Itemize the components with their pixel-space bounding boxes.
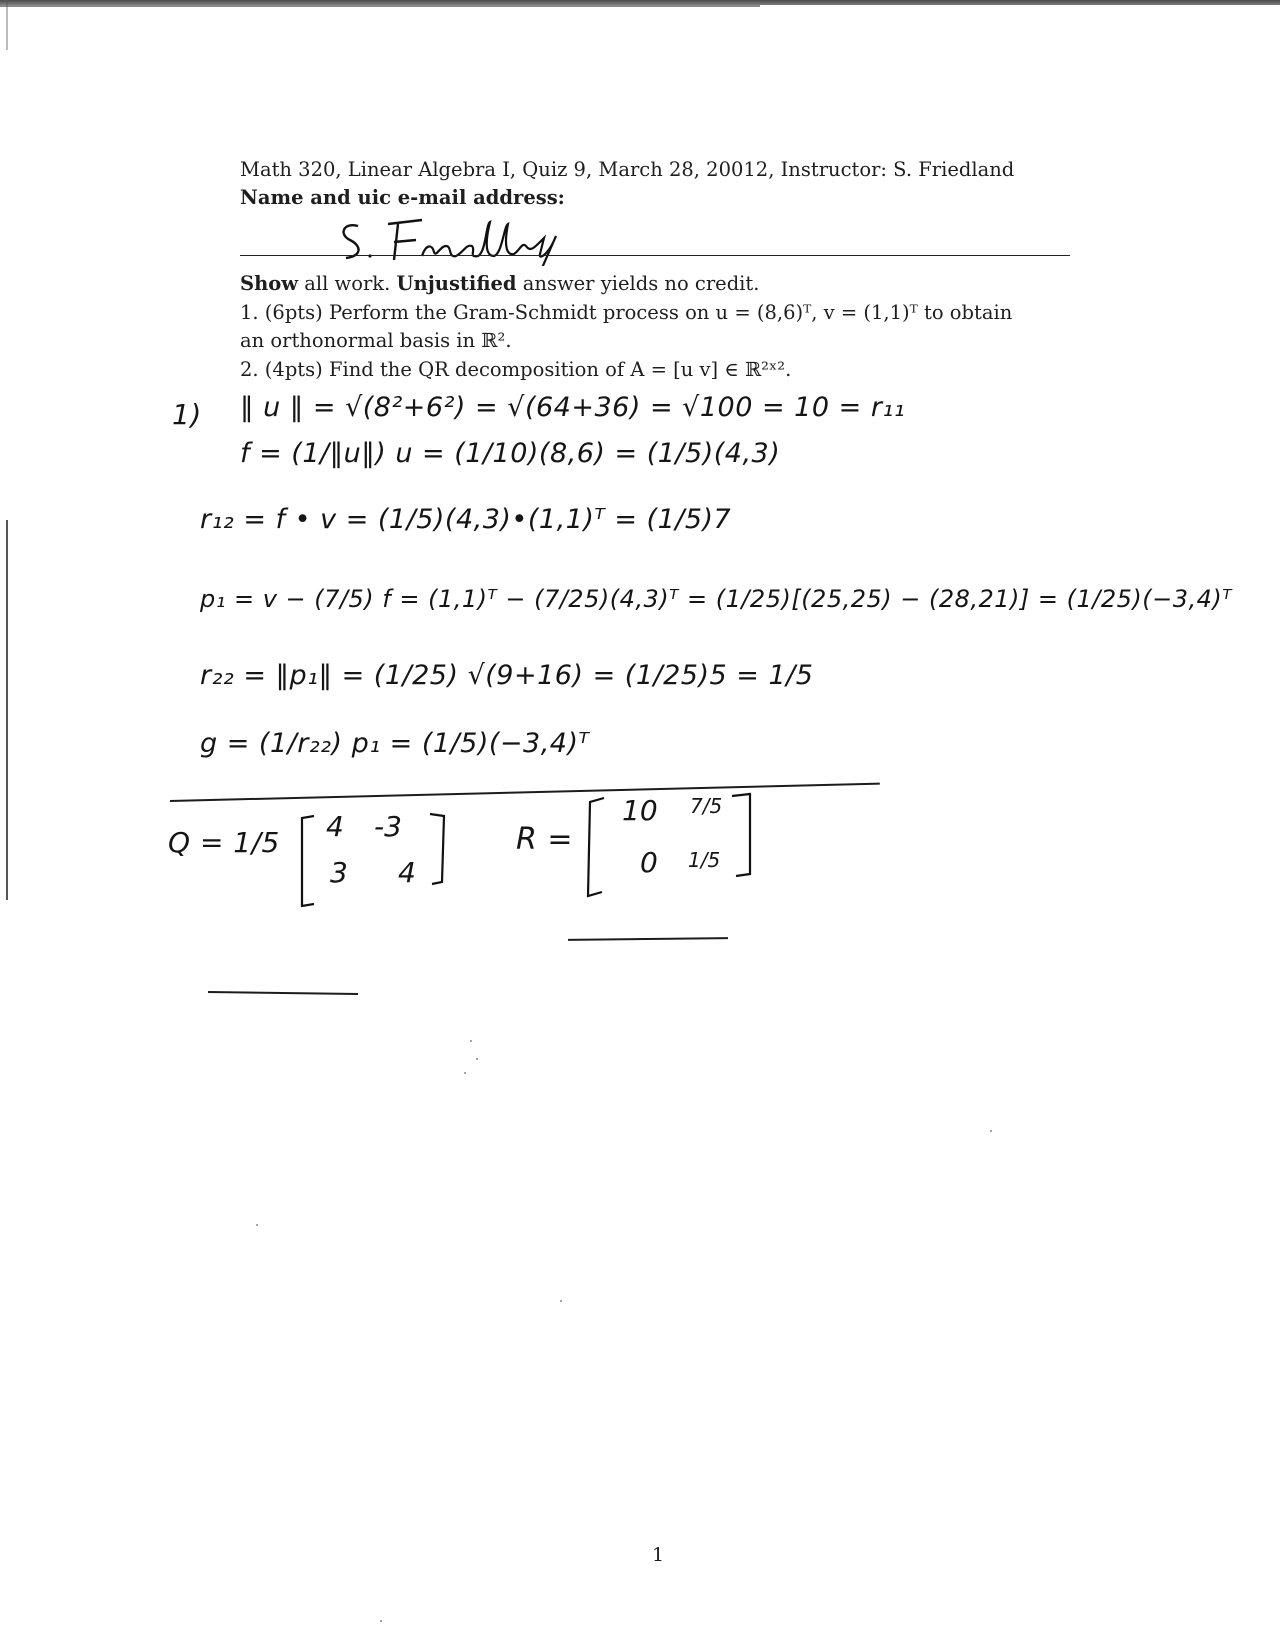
- scan-speck: [380, 1620, 382, 1622]
- solution-line-r22: r₂₂ = ‖p₁‖ = (1/25) √(9+16) = (1/25)5 = 1/5: [200, 660, 814, 691]
- r-matrix-brackets: [584, 790, 764, 900]
- r-cell-21: 0: [640, 846, 658, 879]
- name-label: Name and uic e-mail address:: [240, 186, 565, 209]
- q-cell-11: 4: [326, 810, 344, 843]
- solution-line-norm-u: ‖ u ‖ = √(8²+6²) = √(64+36) = √100 = 10 = r₁₁: [240, 392, 906, 423]
- r-label: R =: [516, 822, 574, 857]
- separator-line: [170, 783, 880, 802]
- r-cell-12: 7/5: [690, 794, 723, 818]
- q-cell-21: 3: [330, 856, 348, 889]
- q-cell-12: -3: [374, 810, 402, 843]
- signature-line: [240, 255, 1070, 256]
- scan-speck: [476, 1058, 478, 1060]
- instructions: [240, 270, 1100, 384]
- r-matrix: [584, 790, 764, 900]
- scan-left-edge-top: [6, 0, 8, 50]
- handwritten-signature: [336, 216, 576, 266]
- show-mid: all work.: [298, 272, 397, 295]
- q-underline: [208, 991, 358, 995]
- r-cell-11: 10: [622, 794, 658, 827]
- scan-speck: [470, 1040, 472, 1042]
- scan-speck: [990, 1130, 992, 1132]
- page-number: 1: [652, 1544, 665, 1566]
- unjustified-bold: Unjustified: [396, 272, 517, 295]
- scan-speck: [256, 1224, 258, 1226]
- scan-left-edge: [6, 520, 8, 900]
- show-suffix: answer yields no credit.: [516, 272, 760, 295]
- problem-1-line-1: 1. (6pts) Perform the Gram-Schmidt process on u = (8,6)ᵀ, v = (1,1)ᵀ to obtain: [240, 300, 1013, 324]
- problem-2: 2. (4pts) Find the QR decomposition of A = [u v] ∈ ℝ²ˣ².: [240, 357, 792, 381]
- solution-line-f: f = (1/‖u‖) u = (1/10)(8,6) = (1/5)(4,3): [240, 438, 781, 469]
- solution-line-g: g = (1/r₂₂) p₁ = (1/5)(−3,4)ᵀ: [200, 728, 590, 759]
- quiz-title: Math 320, Linear Algebra I, Quiz 9, March 28, 20012, Instructor: S. Friedland: [240, 158, 1015, 181]
- q-label: Q = 1/5: [168, 826, 280, 859]
- scan-top-edge-shadow: [0, 5, 760, 7]
- show-bold: Show: [240, 272, 299, 295]
- quiz-header: [240, 156, 1070, 212]
- solution-label: 1): [172, 398, 202, 431]
- q-matrix: [300, 810, 450, 910]
- q-cell-22: 4: [398, 856, 416, 889]
- problem-1-line-2: an orthonormal basis in ℝ².: [240, 329, 512, 352]
- r-cell-22: 1/5: [688, 848, 721, 872]
- solution-line-r12: r₁₂ = f • v = (1/5)(4,3)•(1,1)ᵀ = (1/5)7: [200, 504, 732, 535]
- solution-line-p1: p₁ = v − (7/5) f = (1,1)ᵀ − (7/25)(4,3)ᵀ = (1/25)[(25,25) − (28,21)] = (1/25)(−3,4)ᵀ: [200, 585, 1233, 613]
- work-rule: [240, 270, 1100, 299]
- r-underline: [568, 937, 728, 941]
- scan-speck: [560, 1300, 562, 1302]
- scan-speck: [464, 1072, 466, 1074]
